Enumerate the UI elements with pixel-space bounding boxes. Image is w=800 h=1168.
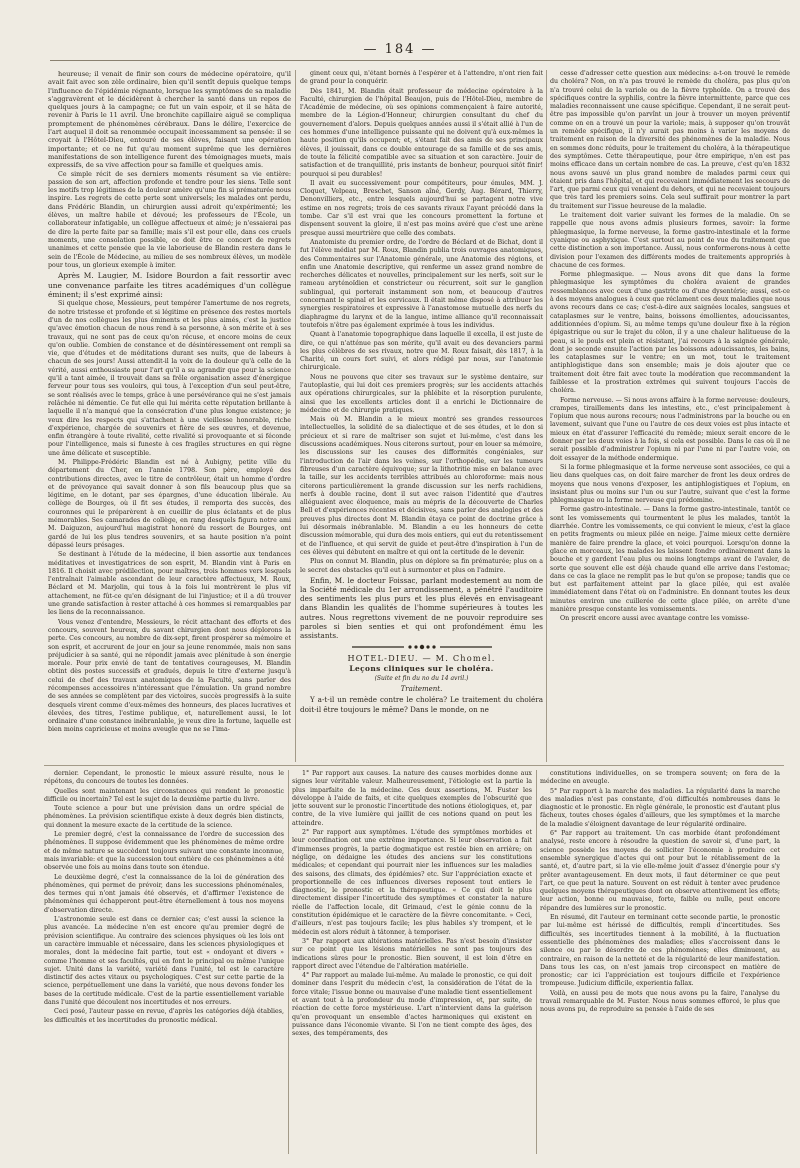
paragraph: Nous ne pouvons que citer ses travaux sur le système dentaire, sur l'autoplastie, qui lui doit ces premiers progrès; sur les accidents attachés aux opérations chirurgicales, sur la phlébite et la résorption purulente, ainsi que les excellents articles dont il a enrichi le Dictionnaire de médecine et de chirurgie pratiques. [300, 373, 543, 414]
paragraph: Le traitement doit varier suivant les formes de la maladie. On se rappelle que nous avons admis plusieurs formes, savoir: la forme phlegmasique, la forme nerveuse, la forme gastro-intestinale et la forme cyanique ou asphyxique. C'est surtout au point de vue du traitement que cette distinction a son importance. Aussi, nous conformerons-nous à cette division pour l'examen des différents modes de traitements appropriés à chacune de ces formes. [550, 212, 790, 269]
paragraph: Le premier degré, c'est la connaissance de l'ordre de succession des phénomènes. Il suppose évidemment que les phénomènes de même ordre et de même nature se succèdent toujours suivant une constante inconnue, mais invariable: et que la succession tout entière de ces phénomènes a été observée une fois au moins dans toute son étendue. [44, 831, 284, 872]
column-6 [540, 770, 780, 1154]
paragraph: cesse d'adresser cette question aux médecins: a-t-on trouvé le remède du choléra? Non, on n'a pas trouvé le remède du choléra, pas plus qu'on n'a trouvé celui de la variole ou de la fièvre typhoïde. On a trouvé des spécifiques contre la syphilis, contre la fièvre intermittente, parce que ces maladies reconnaissent une cause spécifique. Cependant, il ne serait peut-être pas impossible qu'on parvînt un jour à trouver un moyen préventif comme on en a trouvé un pour la variole; mais, à supposer qu'on trouvât un remède spécifique, il n'y aurait pas moins à varier les moyens de traitement en raison de la diversité des phénomènes de la maladie. Nous en sommes donc réduits, pour le traitement du choléra, à la thérapeutique des symptômes. Cette thérapeutique, pour être empirique, n'en est pas moins efficace dans un certain nombre de cas. La preuve, c'est qu'en 1832 nous avons sauvé un plus grand nombre de malades parmi ceux qui étaient pris dans l'hôpital, et qui recevaient immédiatement les secours de l'art, que parmi ceux qui venaient du dehors, et qui ne recevaient toujours que très tard les premiers soins. Cela seul suffirait pour montrer la part du traitement sur l'issue heureuse de la maladie. [550, 70, 790, 210]
paragraph: Dès 1841, M. Blandin était professeur de médecine opératoire à la Faculté, chirurgien de l'hôpital Beaujon, puis de l'Hôtel-Dieu, membre de l'Académie de médecine, où ses opinions commençaient à faire autorité, membre de la Légion-d'Honneur, chirurgien consultant du chef du gouvernement d'alors. Depuis quelques années aussi il s'était allié à l'un de ces hommes d'une intelligence puissante qui ne doivent qu'à eux-mêmes la haute position qu'ils occupent; et, s'étant fait des amis de ses principaux élèves, il jouissait, dans ce double entourage de sa famille et de ses amis, de toute la félicité compatible avec sa situation et son caractère. Jouir de satisfaction et de tranquillité, pris instants de bonheur, pourquoi sitôt finir! pourquoi si peu durables! [300, 87, 543, 178]
paragraph: L'astronomie seule est dans ce dernier cas; c'est aussi la science la plus avancée. La médecine n'en est encore qu'au premier degré de prévision scientifique. Au contraire des sciences physiques où les lois ont un caractère immuable et nécessaire, dans les sciences physiologiques et morales, dont la médecine fait partie, tout est « ondoyant et divers » comme l'homme et ses facultés, qui en font le principal ou même l'unique sujet. Unité dans la variété, variété dans l'unité, tel est le caractère distinctif des actes vitaux ou psychologiques. C'est sur cette partie de la science, perpétuellement une dans la variété, que nous devons fonder les bases de la certitude médicale. C'est de la partie essentiellement variable dans l'unité que découlent nos incertitudes et nos erreurs. [44, 916, 284, 1007]
section-divider [44, 765, 784, 766]
paragraph: 3° Par rapport aux altérations matérielles. Pas n'est besoin d'insister sur ce point que les lésions matérielles ne sont pas toujours des indications sûres pour le pronostic. Bien souvent, il est loin d'être en rapport direct avec l'étendue de l'altération matérielle. [292, 937, 532, 970]
article-heading: HOTEL-DIEU. — M. Chomel. [347, 653, 496, 664]
paragraph: Y a-t-il un remède contre le choléra? Le traitement du choléra doit-il être toujours le même? Dans le monde, on ne [300, 695, 543, 714]
paragraph: Toute science a pour but une prévision dans un ordre spécial de phénomènes. La prévision scientifique existe à deux degrés bien distincts, qui donnent la mesure exacte de la certitude de la science. [44, 805, 284, 829]
paragraph: 1° Par rapport aux causes. La nature des causes morbides donne aux signes leur véritable valeur. Malheureusement, l'étiologie est la partie la plus imparfaite de la médecine. Ces deux assertions, M. Fuster les développe à l'aide de faits, et cite quelques exemples de l'obscurité que jette souvent sur le pronostic l'incertitude des notions étiologiques, et, par contre, de la vive lumière qui jaillit de ces notions quand on peut les atteindre. [292, 770, 532, 827]
paragraph: M. Philippe-Frédéric Blandin est né à Aubigny, petite ville du département du Cher, en l'année 1798. Son père, employé des contributions directes, avec le titre de contrôleur, était un homme d'ordre et de prévoyance qui savait donner à son fils beaucoup plus que sa légitime, en le dotant, par ses épargnes, d'une éducation libérale. Au collège de Bourges, où il fit ses études, il remporta des succès, des couronnes qui le préparèrent à en cueillir de plus éclatants et de plus mémorables. Ses camarades de collège, en rang desquels figura notre ami M. Daiguzon, aujourd'hui magistrat honoré du ressort de Bourges, ont gardé de lui les plus tendres souvenirs, et sa haute position n'a point dépassé leurs présages. [48, 458, 291, 549]
article-subheading: Leçons cliniques sur le choléra. [349, 663, 494, 673]
paragraph: Ce simple récit de ses derniers moments résument sa vie entière: passion de son art, affection profonde et tendre pour les siens. Telle sont les motifs trop légitimes de la douleur amère qu'une fin si prématurée nous inspire. Les regrets de cette perte sont universels; les malades ont perdu, dans Frédéric Blandin, un chirurgien aussi adroit qu'expérimenté; les élèves, un maître habile et dévoué; les professeurs de l'École, un collaborateur infatigable, un collègue affectueux et aimé; je n'essaierai pas de dire la perte faite par sa famille; mais s'il est pour elle, dans ces cruels moments, une consolation possible, ce doit être ce concert de regrets unanimes et cette pensée que la vie laborieuse de Blandin restera dans le sein de l'École de Médecine, au milieu de ses nombreux élèves, un modèle pour tous, un glorieux exemple à imiter. [48, 170, 291, 269]
column-1 [48, 70, 291, 762]
page-number: — 184 — [363, 42, 437, 57]
paragraph: ginent ceux qui, n'étant bornés à l'espérer et à l'attendre, n'ont rien fait de grand pour la conquérir. [300, 70, 543, 86]
column-divider [536, 770, 537, 1154]
paragraph: Quelles sont maintenant les circonstances qui rendent le pronostic difficile ou incertain? Tel est le sujet de la deuxième partie du livre. [44, 787, 284, 803]
paragraph: 2° Par rapport aux symptômes. L'étude des symptômes morbides et leur coordination ont une extrême importance. Si leur observation a fait d'immenses progrès, la partie dogmatique est restée bien en arrière; on néglige, on dédaigne les études des anciens sur les constitutions médicales; et cependant qui pourrait nier les influences sur les maladies des saisons, des climats, des épidémies? etc. Sur l'appréciation exacte et proportionnelle de ces influences diverses reposent tout entiers le diagnostic, le pronostic et la thérapeutique. « Ce qui doit le plus directement dissiper l'incertitude des symptômes et constater la nature réelle de l'affection locale, dit Grimaud, c'est le génie connu de la constitution épidémique et le caractère de la fièvre concomitante. » Ceci, d'ailleurs, n'est pas toujours facile; les plus habiles s'y trompent, et le médecin est alors réduit à tâtonner, à temporiser. [292, 829, 532, 936]
paragraph: constitutions individuelles, on se trompera souvent; on fera de la médecine en aveugle. [540, 770, 780, 786]
paragraph: Après M. Laugier, M. Isidore Bourdon a fait ressortir avec une convenance parfaite les titres académiques d'un collègue éminent; il s'est exprimé ainsi: [48, 271, 291, 299]
column-2 [300, 70, 543, 762]
ornament-rule [352, 643, 492, 651]
column-divider [295, 70, 296, 762]
column-4 [44, 770, 284, 1154]
section-title: Traitement. [400, 685, 443, 694]
paragraph: Se destinant à l'étude de la médecine, il bien assortie aux tendances méditatives et investigatrices de son esprit, M. Blandin vint à Paris en 1816. Il choisit avec prédilection, pour maîtres, trois hommes vers lesquels l'entraînait l'aimable ascendant de leur caractère affectueux, M. Roux, Béclard et M. Marjolin, qui tous à la fois lui montrèrent le plus vif attachement, ne fût-ce qu'en désignant de lui l'injustice; et il a dû trouver une grande satisfaction à rester attaché à ces hommes si remarquables par les liens de la reconnaissance. [48, 551, 291, 617]
paragraph: 5° Par rapport à la marche des maladies. La régularité dans la marche des maladies n'est pas constante, d'où difficultés nombreuses dans le diagnostic et le pronostic. En règle générale, le pronostic est d'autant plus fâcheux, toutes choses égales d'ailleurs, que les symptômes et la marche de la maladie s'éloignent davantage de leur régularité ordinaire. [540, 787, 780, 828]
column-5 [292, 770, 532, 1154]
paragraph: Enfin, M. le docteur Foissac, parlant modestement au nom de la Société médicale du 1er arrondissement, a pénétré l'auditoire des sentiments les plus purs et les plus élevés en envisageant dans Blandin les qualités de l'homme supérieures à toutes les autres. Nous regrettons vivement de ne pouvoir reproduire ses paroles si bien senties et qui ont profondément ému les assistants. [300, 575, 543, 641]
paragraph: En résumé, dit l'auteur en terminant cette seconde partie, le pronostic par lui-même est hérissé de difficultés, rempli d'incertitudes. Ses difficultés, ses incertitudes tiennent à la mobilité, à la fluctuation essentielle des phénomènes des maladies; elles s'accroissent dans le silence ou par le désordre de ces phénomènes; elles diminuent, au contraire, en raison de la netteté et de la régularité de leur manifestation. Dans tous les cas, on n'est jamais trop circonspect en matière de pronostic; car ici l'appréciation est toujours difficile et l'expérience trompeuse. Judicium difficile, experientia fallax. [540, 914, 780, 988]
paragraph: Voilà, en aussi peu de mots que nous avons pu la faire, l'analyse du travail remarquable de M. Fuster. Nous nous sommes efforcé, le plus que nous avons pu, de reproduire sa pensée à l'aide de ses [540, 989, 780, 1014]
paragraph: Forme phlegmasique. — Nous avons dit que dans la forme phlegmasique les symptômes du choléra avaient de grandes ressemblances avec ceux d'une gastrite ou d'une dysentérie; aussi, est-ce à des moyens analogues à ceux que réclament ces deux maladies que nous avons recours dans ce cas; c'est-à-dire aux saignées locales, sangsues et cataplasmes sur le ventre, bains, boissons émollientes, adoucissantes, additionnées d'opium. Si, au même temps qu'une douleur fixe à la région épigastrique ou sur le trajet du côlon, il y a une chaleur halitueuse de la peau, si le pouls est plein et résistant, j'ai recours à la saignée générale, dont je seconde ensuite l'action par les boissons adoucissantes, les bains, les cataplasmes sur le ventre; en un mot, tout le traitement antiphlogistique dans son ensemble; mais je dois ajouter que ce traitement doit être fait avec toute la modération que recommandent la faiblesse et la prostration extrêmes qui suivent toujours l'accès de choléra. [550, 271, 790, 395]
paragraph: 6° Par rapport au traitement. Un cas morbide étant profondément analysé, reste encore à résoudre la question de savoir si, d'une part, la science possède les moyens de solliciter l'économie à produire cet ensemble synergique d'actes qui ont pour but le rétablissement de la santé, et, d'autre part, si la vie elle-même jouit d'assez d'énergie pour s'y prêter avantageusement. En deux mots, il faut déterminer ce que peut l'art, ce que peut la nature. Souvent on est réduit à tenter avec prudence quelques moyens thérapeutiques dont on observe attentivement les effets; leur action, bonne ou mauvaise, forte, faible ou nulle, peut encore répandre des lumières sur le pronostic. [540, 830, 780, 912]
paragraph: Si la forme phlegmasique et la forme nerveuse sont associées, ce qui a lieu dans quelques cas, on doit faire marcher de front les deux ordres de moyens que nous venons d'exposer, les antiphlogistiques et l'opium, en insistant plus ou moins sur l'un ou sur l'autre, suivant que c'est la forme phlegmasique ou la forme nerveuse qui prédomine. [550, 463, 790, 505]
paragraph: Forme gastro-intestinale. — Dans la forme gastro-intestinale, tantôt ce sont les vomissements qui tourmentent le plus les malades, tantôt la diarrhée. Contre les vomissements, ce qui convient le mieux, c'est la glace en petits fragments ou mieux pilée en neige. J'aime mieux cette dernière manière de faire prendre la glace, et voici pourquoi. Lorsqu'on donne la glace en morceaux, les malades les laissent fondre ordinairement dans la bouche et y gardent l'eau plus ou moins longtemps avant de l'avaler, de sorte que souvent elle est déjà chaude quand elle arrive dans l'estomac; dans ce cas la glace ne remplit pas le but qu'on se propose; tandis que ce but est parfaitement atteint par la glace pilée, qui est avalée immédiatement dans l'état où on l'administre. En donnant toutes les deux minutes environ une cuillerée de cette glace pilée, on arrête d'une manière presque constante les vomissements. [550, 506, 790, 613]
paragraph: Il avait eu successivement pour compétiteurs, pour émules, MM. J. Cloquet, Velpeau, Breschet, Sanson aîné, Gerdy, Aug. Bérard, Thierry, Denonvilliers, etc., entre lesquels aujourd'hui se partagent notre vive estime en nos regrets; trois de ces savants rivaux l'ayant précédé dans la tombe. Car s'il est vrai que les concours promettent la fortune et dispensent souvent la gloire, il n'est pas moins avéré que c'est une arène presque aussi meurtrière que celle des combats. [300, 179, 543, 237]
header-rule [50, 60, 780, 61]
paragraph: dernier. Cependant, le pronostic le mieux assuré résulte, nous le répétons, du concours de toutes les données. [44, 770, 284, 786]
paragraph: 4° Par rapport au malade lui-même. Au malade le pronostic, ce qui doit dominer dans l'esprit du médecin c'est, la considération de l'état de la force vitale; l'issue bonne ou mauvaise d'une maladie tient essentiellement et avant tout à la profondeur du mode d'impression, et, par suite, de réaction de cette force mystérieuse. L'art n'intervient dans la guérison qu'en provoquant un ensemble d'actes harmoniques qui existent en puissance dans l'économie vivante. Si l'on ne tient compte des âges, des sexes, des tempéraments, des [292, 972, 532, 1038]
paragraph: heureuse; il venait de finir son cours de médecine opératoire, qu'il avait fait avec son zèle ordinaire, bien qu'il sentît depuis quelque temps l'influence de l'épidémie régnante, lorsque les symptômes de sa maladie s'aggravèrent et le décidèrent à chercher la santé dans un repos de quelques jours à la campagne; ce fut un vain espoir, et il se hâta de revenir à Paris le 11 avril. Une bronchite capillaire aiguë se compliqua promptement de phénomènes cérébraux. Dans le délire, l'exercice de l'art auquel il doit sa renommée occupait incessamment sa pensée: il se croyait à l'Hôtel-Dieu, entouré de ses élèves, faisant une opération importante; et ce ne fut qu'au moment suprême que les dernières manifestations de son intelligence furent des témoignages muets, mais expressifs, de sa vive affection pour sa famille et quelques amis. [48, 70, 291, 170]
paragraph: Le deuxième degré, c'est la connaissance de la loi de génération des phénomènes, qui permet de prévoir, dans les successions phénoménales, des termes qui n'ont jamais été observés, et d'affirmer l'existence de phénomènes qui échapperont peut-être éternellement à tous nos moyens d'observation directe. [44, 873, 284, 914]
column-divider [288, 770, 289, 1154]
column-divider [546, 70, 547, 762]
article-meta: (Suite et fin du no du 14 avril.) [374, 674, 469, 682]
column-3 [550, 70, 790, 762]
paragraph: Forme nerveuse. — Si nous avons affaire à la forme nerveuse: douleurs, crampes, tiraillements dans les intestins, etc., c'est principalement à l'opium que nous aurons recours; nous l'administrons par la bouche ou en lavement, suivant que l'une ou l'autre de ces deux voies est plus intacte et mieux en état d'assurer l'efficacité du remède; mieux serait encore de le donner par les deux voies à la fois, si cela est possible. Dans le cas où il ne serait possible d'administrer l'opium ni par l'une ni par l'autre voie, on doit essayer de la méthode endermique. [550, 396, 790, 462]
paragraph: On prescrit encore aussi avec avantage contre les vomisse- [560, 615, 750, 623]
paragraph: Vous venez d'entendre, Messieurs, le récit attachant des efforts et des concours, souvent heureux, du savant chirurgien dont nous déplorons la perte. Ces concours, au nombre de dix-sept, firent prospérer sa mémoire et son esprit, et accrurent de jour en jour sa jeune renommée, mais non sans préjudicier à sa santé, qui ne répondit jamais avec plénitude à son énergie morale. Pour prix envié de tant de tentatives courageuses, M. Blandin obtint dès postes successifs et gradués, depuis le titre d'externe jusqu'à celui de chef des travaux anatomiques de la Faculté, sans parler des récompenses accessoires n'intéressant que l'émulation. Un grand nombre de ses années se complètent par des victoires, succès progressifs à la suite desquels virent comme d'eux-mêmes des honneurs, des places lucratives et élevées, des titres, l'estime publique, et, naturellement aussi, le lot ordinaire d'une constance inébranlable, je veux dire la fortune, laquelle est bien moins capricieuse et moins aveugle que ne se l'ima- [48, 618, 291, 734]
paragraph: Anatomiste du premier ordre, de l'ordre de Béclard et de Bichat, dont il fut l'élève médiat par M. Roux, Blandin publia trois ouvrages anatomiques, des Commentaires sur l'Anatomie générale, une Anatomie des régions, et enfin une Anatomie descriptive, qui renferme un assez grand nombre de recherches délicates et nouvelles, principalement sur les nerfs, soit sur le rameau aryténoïdien et constricteur ou récurrent, soit sur le ganglion sublingual, qui porterait instamment son nom, et beaucoup d'autres concernant le spinal et les cervicaux. Il était même disposé à attribuer les synergies respiratoires et expressive à l'anastomose mutuelle des nerfs du diaphragme du larynx et de la langue, intime alliance qu'il reconnaissait toutefois n'être pas également exprimée à tous les individus. [300, 238, 543, 329]
paragraph: Ceci posé, l'auteur passe en revue, d'après les catégories déjà établies, les difficultés et les incertitudes du pronostic médical. [44, 1008, 284, 1024]
paragraph: Mais où M. Blandin a le mieux montré ses grandes ressources intellectuelles, la solidité de sa dialectique et de ses études, et le don si précieux et si rare de maîtriser son sujet et lui-même, c'est dans les discussions académiques. Nous citerons surtout, pour en louer sa mémoire, les discussions sur les causes des difformités congéniales, sur l'introduction de l'air dans les veines, sur l'orthopédie, sur les tumeurs fibreuses d'un caractère équivoque; sur la lithotritie mise en balance avec la taille, sur les accidents terribles attribués au chloroforme: mais nous citerons particulièrement la grande discussion sur les nerfs rachidiens, nerfs à double racine, dont il sut avec raison l'identité que d'autres alléguaient avec éloquence, mais au mépris de la découverte de Charles Bell et d'expériences récentes et décisives, sans parler des analogies et des preuves plus directes dont M. Blandin étaya ce point de doctrine grâce à lui désormais inébranlable. M. Blandin a eu les honneurs de cette discussion mémorable, qui dura des mois entiers, qui eut du retentissement et de l'influence, et qui servit de guide et peut-être d'inspiration à l'un de ces élèves qui débutent en maître et qui ont la certitude de le devenir. [300, 416, 543, 556]
paragraph: Si quelque chose, Messieurs, peut tempérer l'amertume de nos regrets, de notre tristesse et profonde et si légitime en présence des restes mortels d'un de nos collègues les plus éminents et les plus aimés, c'est la justice qu'avec émotion chacun de nous rend à sa personne, à son mérite et à ses travaux, qui ne sont pas de ceux qu'on récuse, et encore moins de ceux qu'on oublie. Combien de constance et de désintéressement ont rempli sa vie, que d'études et de méditations durant ses nuits, que de labeurs à chacun de ses jours! Aussi attendit-il la voix de la douleur qu'à celle de la vérité, aussi enthousiaste pour l'art qu'il a su agrandir que pour la science qu'il a tant aimée, il trouvait dans sa frêle organisation assez d'énergique ferveur pour tous ses vouloirs, qui tous, à l'exception d'un seul peut-être, se sont réalisés avec le temps, grâce à une persévérance qui ne s'est jamais relâchée ni démentie. Ce fut elle qui lui mérita cette réputation brillante à laquelle il n'a manqué que la consécration d'une plus longue existence; je veux dire les respects qui s'attachent à une vieillesse honorable, riche d'expérience, chargée de souvenirs et fière de ses œuvres, et devenue, enfin étrangère à toute rivalité, cette rivalité si provoquante et si féconde pour l'intelligence, mais si funeste à ces fragiles structures en qui règne une âme délicate et susceptible. [48, 300, 291, 457]
paragraph: Plus on connut M. Blandin, plus on déplore sa fin prématurée; plus on a le secret des obstacles qu'il eut à surmonter et plus on l'admire. [300, 558, 543, 574]
paragraph: Quant à l'anatomie topographique dans laquelle il excella, il est juste de dire, ce qui n'atténue pas son mérite, qu'il avait eu des devanciers parmi les plus célèbres de ses rivaux, notre que M. Roux faisait, dès 1817, à la Charité, un cours fort suivi, et alors rédigé par nous, sur l'anatomie chirurgicale. [300, 331, 543, 372]
